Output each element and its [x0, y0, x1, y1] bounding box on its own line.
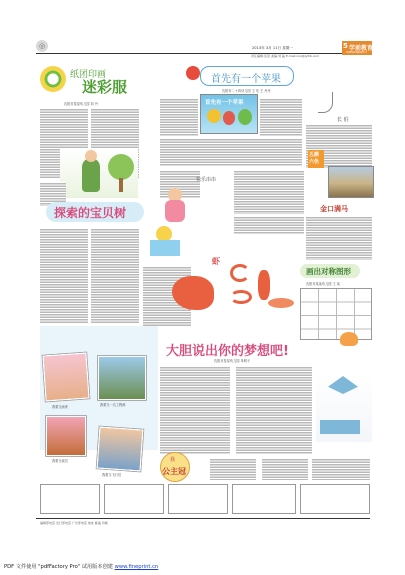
dream-author: 沈阳市星星幼儿园 单明子 — [214, 359, 251, 363]
newspaper-logo: ◎ — [36, 40, 48, 52]
apple-story-title-banner — [200, 66, 294, 86]
castle-building — [150, 240, 180, 256]
book-animal-3 — [238, 109, 252, 125]
child-figure — [82, 158, 100, 192]
apple-icon — [186, 66, 200, 80]
castle-illustration — [146, 226, 186, 258]
princess-text-2 — [262, 458, 308, 480]
dream-caption-1: 我要当画家 — [52, 405, 68, 409]
right-col-heading: 长 伯 — [337, 117, 349, 123]
child-head — [85, 150, 97, 162]
apple-book-cover — [200, 94, 258, 134]
section-badge — [342, 41, 372, 55]
girl-dress — [165, 200, 185, 222]
shrimp-label: 虾 — [212, 257, 220, 266]
dream-caption-3: 我要当演员 — [52, 459, 68, 463]
apple-story-author: 沈阳市二十四幼儿园 王 东 王 丹丹 — [222, 89, 271, 93]
landscape-photo — [328, 166, 374, 198]
flower-logo-icon — [40, 66, 66, 92]
crown-step-2 — [104, 484, 164, 514]
header-date: 2013年 3月 11日 星期一 — [252, 46, 293, 50]
footer-text: 编辑部电话 发行部电话 广告部电话 地址 邮编 印刷 — [40, 521, 108, 525]
page-header — [36, 40, 374, 62]
tree-trunk — [119, 178, 123, 192]
camouflage-title-big: 迷彩服 — [82, 78, 128, 96]
page-number: 5 — [343, 42, 348, 50]
center-mid-text-3 — [234, 216, 304, 234]
child-playing-illustration — [160, 180, 230, 230]
shrimp-step-2 — [230, 290, 252, 304]
symmetric-title-banner — [300, 264, 360, 278]
watermark-link[interactable]: www.fineprint.cn — [114, 564, 159, 570]
watermark-text: PDF 文件使用 "pdfFactory Pro" 试用版本创建 — [4, 564, 115, 570]
dream-title: 大胆说出你的梦想吧! — [166, 344, 289, 359]
princess-small-label: 我 — [170, 457, 176, 463]
poem-title: 金口满马 — [320, 205, 348, 213]
origami-truck — [320, 420, 360, 434]
princess-crown-title: 公主冠 — [162, 467, 186, 476]
hand-drawing-icon — [318, 92, 333, 113]
princess-text-3 — [312, 458, 370, 480]
section-title: 学前教育 — [349, 44, 374, 52]
badge-line-1: 五颜 — [309, 152, 320, 158]
dream-caption-4: 我要当飞行员 — [102, 473, 122, 477]
symmetric-author: 沈阳市某某幼儿园 王 某 — [306, 282, 340, 286]
dream-photo-3 — [46, 416, 86, 456]
shrimp-illustration — [172, 276, 214, 310]
center-mid-text-2 — [234, 170, 304, 214]
section-subtitle: XUEQIANJIAOYU — [346, 50, 367, 54]
apple-book-title: 首先有一个苹果 — [205, 100, 244, 106]
footer-rule — [36, 518, 370, 519]
header-editor: 责任编辑:张思 美编:刘 晶 E-mail:xxx@jyfzb.com — [251, 54, 320, 58]
dream-photo-4 — [97, 427, 144, 472]
camouflage-title-small: 纸团印画 — [70, 70, 107, 80]
symmetric-grid — [300, 288, 372, 340]
crown-step-5 — [300, 484, 370, 514]
pdf-watermark — [4, 563, 158, 570]
badge-line-2: 六色 — [309, 159, 320, 165]
poem-text — [306, 216, 372, 260]
shrimp-step-3 — [258, 270, 270, 300]
dream-photo-1 — [42, 353, 89, 402]
princess-crown-badge — [160, 452, 196, 486]
princess-text-1 — [210, 458, 256, 480]
crown-step-4 — [232, 484, 296, 514]
dream-text-col1 — [160, 366, 230, 454]
origami-illustration — [316, 372, 372, 442]
shrimp-step-1 — [230, 264, 250, 282]
dream-caption-2: 我要当一名工程师 — [100, 403, 126, 407]
origami-bird — [328, 376, 358, 394]
symmetric-title: 画出对称图形 — [306, 267, 351, 276]
camouflage-title-block — [38, 64, 138, 100]
treasure-text-col1 — [40, 228, 88, 324]
apple-story-title: 首先有一个苹果 — [211, 74, 281, 85]
treasure-text-col2 — [91, 228, 139, 324]
book-animal-1 — [207, 109, 221, 123]
treasure-tree-title: 探索的宝贝树 — [54, 206, 127, 220]
camouflage-author: 沈阳市星星幼儿园 刘 丹 — [64, 102, 98, 106]
book-animal-2 — [223, 111, 235, 125]
shrimp-step-4 — [268, 298, 294, 308]
dream-text-col2 — [236, 366, 312, 454]
tree-illustration — [108, 154, 134, 180]
camouflage-child-illustration — [60, 148, 138, 198]
treasure-tree-title-block — [46, 202, 146, 224]
crown-step-3 — [168, 484, 228, 514]
apple-story-text-2 — [260, 98, 302, 136]
colorful-badge — [308, 150, 324, 168]
dream-photo-2 — [98, 356, 146, 400]
apple-story-text-3 — [160, 138, 302, 166]
butterfly-icon — [340, 332, 358, 346]
apple-story-text-1 — [160, 98, 198, 136]
crown-step-1 — [40, 484, 100, 514]
fun-chain-label: 快乐串串 — [196, 177, 217, 183]
